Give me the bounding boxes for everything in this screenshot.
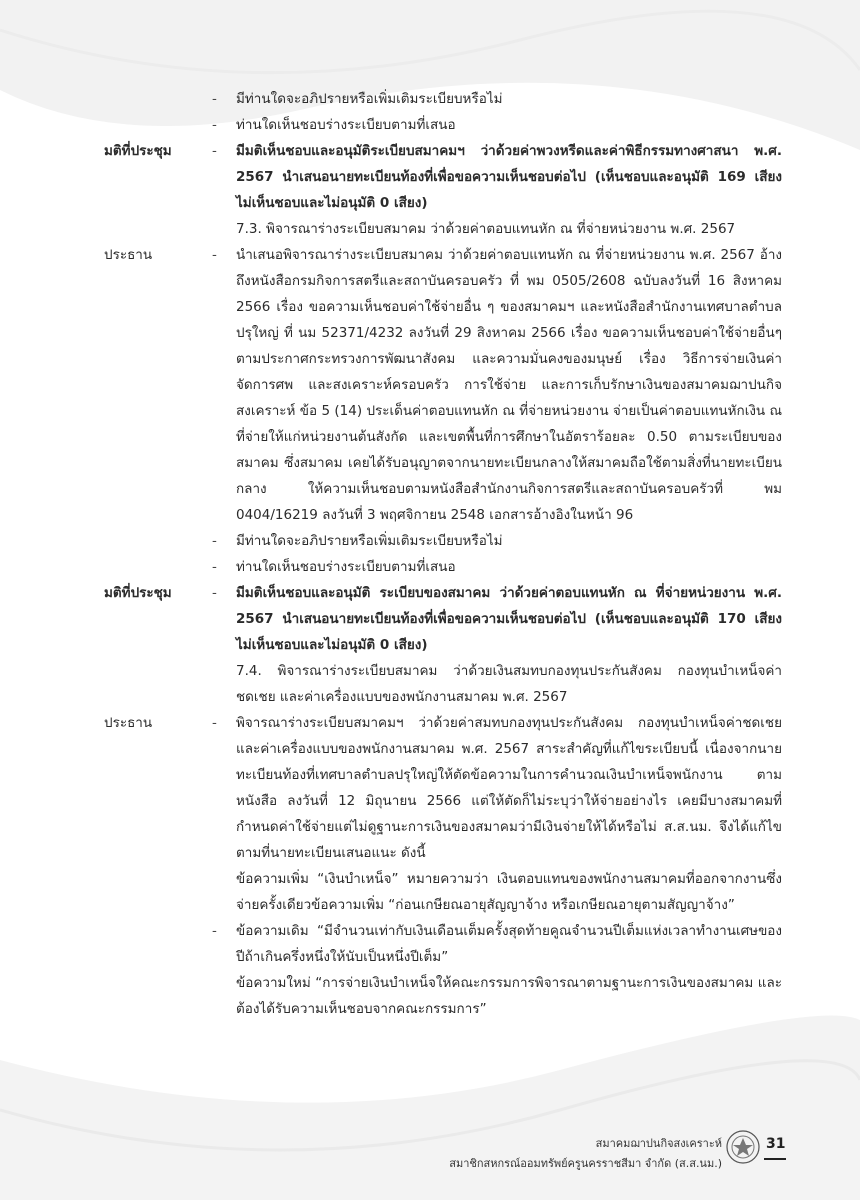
document-row	[0, 866, 860, 918]
paragraph-text: มีมติเห็นชอบและอนุมัติ ระเบียบของสมาคม ว่าด้วยค่าตอบแทนหัก ณ ที่จ่ายหน่วยงาน พ.ศ. 2567 นำเสนอนายทะเบียนท้องที่เพื่อขอความเห็นชอบต่อไป (เห็นชอบและอนุมัติ 170 เสียง ไม่เห็นชอบและไม่อนุมัติ 0 เสียง)	[236, 585, 782, 653]
document-row	[0, 918, 860, 970]
paragraph-text: 7.3. พิจารณาร่างระเบียบสมาคม ว่าด้วยค่าตอบแทนหัก ณ ที่จ่ายหน่วยงาน พ.ศ. 2567	[236, 221, 736, 237]
document-row	[0, 242, 860, 528]
document-row	[0, 528, 860, 554]
document-row	[0, 554, 860, 580]
document-row	[0, 580, 860, 658]
dash-marker: -	[212, 923, 217, 939]
paragraph-text: นำเสนอพิจารณาร่างระเบียบสมาคม ว่าด้วยค่าตอบแทนหัก ณ ที่จ่ายหน่วยงาน พ.ศ. 2567 อ้างถึงหนังสือกรมกิจการสตรีและสถาบันครอบครัว ที่ พม 0505/2608 ฉบับลงวันที่ 16 สิงหาคม 2566 เรื่อง ขอความเห็นชอบค่าใช้จ่ายอื่น ๆ ของสมาคมฯ และหนังสือสำนักงานเทศบาลตำบลปรุใหญ่ ที่ นม 52371/4232 ลงวันที่ 29 สิงหาคม 2566 เรื่อง ขอความเห็นชอบค่าใช้จ่ายอื่นๆ ตามประกาศกระทรวงการพัฒนาสังคม และความมั่นคงของมนุษย์ เรื่อง วิธีการจ่ายเงินค่าจัดการศพ และสงเคราะห์ครอบครัว การใช้จ่าย และการเก็บรักษาเงินของสมาคมฌาปนกิจสงเคราะห์ ข้อ 5 (14) ประเด็นค่าตอบแทนหัก ณ ที่จ่ายหน่วยงาน จ่ายเป็นค่าตอบแทนหักเงิน ณ ที่จ่ายให้แก่หน่วยงานต้นสังกัด และเขตพื้นที่การศึกษาในอัตราร้อยละ 0.50 ตามระเบียบของสมาคม ซึ่งสมาคม เคยได้รับอนุญาตจากนายทะเบียนกลางให้สมาคมถือใช้ตามสิ่งที่นายทะเบียนกลาง ให้ความเห็นชอบตามหนังสือสำนักงานกิจการสตรีและสถาบันครอบครัวที่ พม 0404/16219 ลงวันที่ 3 พฤศจิกายน 2548 เอกสารอ้างอิงในหน้า 96	[236, 247, 782, 523]
document-row	[0, 86, 860, 112]
seal-logo-icon	[726, 1130, 760, 1164]
paragraph-text: ท่านใดเห็นชอบร่างระเบียบตามที่เสนอ	[236, 559, 456, 575]
dash-marker: -	[212, 559, 217, 575]
page-footer	[0, 1128, 860, 1178]
speaker-label: มติที่ประชุม	[104, 585, 172, 601]
paragraph-text: ข้อความเพิ่ม “เงินบำเหน็จ” หมายความว่า เงินตอบแทนของพนักงานสมาคมที่ออกจากงานซึ่งจ่ายครั้งเดียวข้อความเพิ่ม “ก่อนเกษียณอายุสัญญาจ้าง หรือเกษียณอายุตามสัญญาจ้าง”	[236, 871, 782, 913]
footer-org-subtitle: สมาชิกสหกรณ์ออมทรัพย์ครูนครราชสีมา จำกัด (ส.ส.นม.)	[449, 1157, 722, 1170]
paragraph-text: 7.4. พิจารณาร่างระเบียบสมาคม ว่าด้วยเงินสมทบกองทุนประกันสังคม กองทุนบำเหน็จค่าชดเชย และค่าเครื่องแบบของพนักงานสมาคม พ.ศ. 2567	[236, 663, 782, 705]
paragraph-text: ข้อความเดิม “มีจำนวนเท่ากับเงินเดือนเต็มครั้งสุดท้ายคูณจำนวนปีเต็มแห่งเวลาทำงานเศษของปีถ้าเกินครึ่งหนึ่งให้นับเป็นหนึ่งปีเต็ม”	[236, 923, 782, 965]
paragraph-text: มีท่านใดจะอภิปรายหรือเพิ่มเติมระเบียบหรือไม่	[236, 91, 503, 107]
document-row	[0, 658, 860, 710]
speaker-label: ประธาน	[104, 247, 153, 263]
paragraph-text: ท่านใดเห็นชอบร่างระเบียบตามที่เสนอ	[236, 117, 456, 133]
document-row	[0, 970, 860, 1022]
document-row	[0, 216, 860, 242]
dash-marker: -	[212, 91, 217, 107]
paragraph-text: ข้อความใหม่ “การจ่ายเงินบำเหน็จให้คณะกรรมการพิจารณาตามฐานะการเงินของสมาคม และต้องได้รับความเห็นชอบจากคณะกรรมการ”	[236, 975, 782, 1017]
dash-marker: -	[212, 585, 217, 601]
document-row	[0, 112, 860, 138]
footer-org-name: สมาคมฌาปนกิจสงเคราะห์	[595, 1137, 722, 1150]
document-body	[0, 86, 860, 1022]
page-number: 31	[766, 1136, 786, 1152]
paragraph-text: มีท่านใดจะอภิปรายหรือเพิ่มเติมระเบียบหรือไม่	[236, 533, 503, 549]
paragraph-text: พิจารณาร่างระเบียบสมาคมฯ ว่าด้วยค่าสมทบกองทุนประกันสังคม กองทุนบำเหน็จค่าชดเชย และค่าเครื่องแบบของพนักงานสมาคม พ.ศ. 2567 สาระสำคัญที่แก้ไขระเบียบนี้ เนื่องจากนายทะเบียนท้องที่เทศบาลตำบลปรุใหญ่ให้ตัดข้อความในการคำนวณเงินบำเหน็จพนักงาน ตามหนังสือ ลงวันที่ 12 มิถุนายน 2566 แต่ให้ตัดก็ไม่ระบุว่าให้จ่ายอย่างไร เคยมีบางสมาคมที่กำหนดค่าใช้จ่ายแต่ไม่ดูฐานะการเงินของสมาคมว่ามีเงินจ่ายให้ได้หรือไม่ ส.ส.นม. จึงได้แก้ไขตามที่นายทะเบียนเสนอแนะ ดังนี้	[236, 715, 782, 861]
document-row	[0, 138, 860, 216]
dash-marker: -	[212, 533, 217, 549]
speaker-label: ประธาน	[104, 715, 153, 731]
dash-marker: -	[212, 247, 217, 263]
dash-marker: -	[212, 143, 217, 159]
speaker-label: มติที่ประชุม	[104, 143, 172, 159]
paragraph-text: มีมติเห็นชอบและอนุมัติระเบียบสมาคมฯ ว่าด้วยค่าพวงหรีดและค่าพิธีกรรมทางศาสนา พ.ศ. 2567 นำเสนอนายทะเบียนท้องที่เพื่อขอความเห็นชอบต่อไป (เห็นชอบและอนุมัติ 169 เสียง ไม่เห็นชอบและไม่อนุมัติ 0 เสียง)	[236, 143, 782, 211]
dash-marker: -	[212, 715, 217, 731]
page-number-underline	[764, 1158, 786, 1160]
dash-marker: -	[212, 117, 217, 133]
document-row	[0, 710, 860, 866]
